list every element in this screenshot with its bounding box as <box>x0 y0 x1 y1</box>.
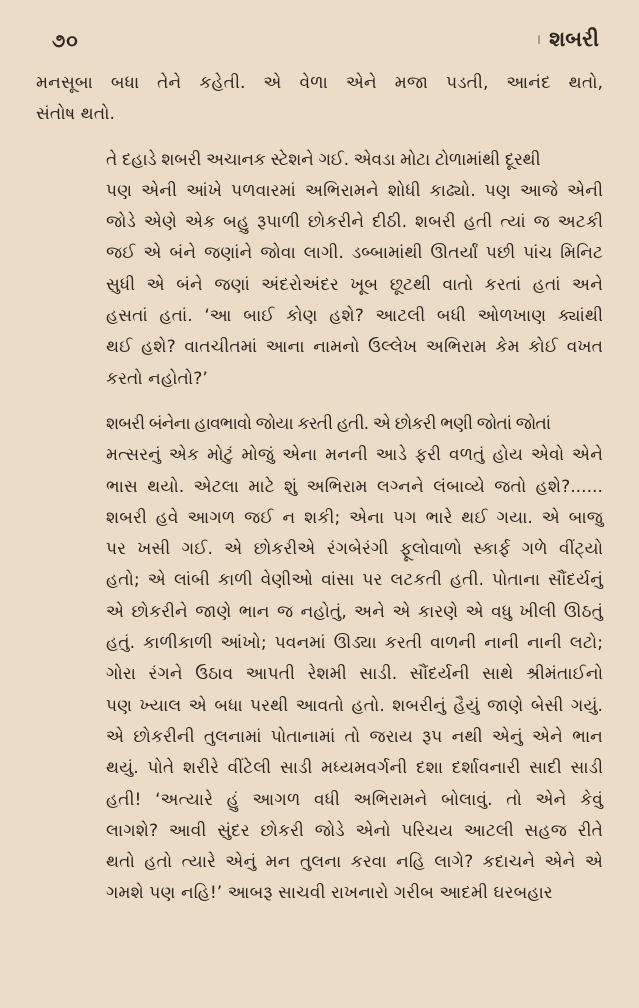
text-line: શબરી હવે આગળ જઈ ન શકી; એના પગ ભારે થઈ ગયા. એ બાજુ <box>106 507 603 528</box>
text-line: હતું. કાળીકાળી આંખો; પવનમાં ઊડ્યા કરતી વાળની નાની નાની લટો; <box>106 633 603 654</box>
text-line: ગોરા રંગને ઉઠાવ આપતી રેશમી સાડી. સૌંદર્યની સાથે શ્રીમંતાઈનો <box>106 664 603 685</box>
text-line: સુધી એ બંને જણાં અંદરોઅંદર ખૂબ છૂટથી વાતો કરતાં હતાં અને <box>106 274 603 295</box>
running-title <box>536 27 599 52</box>
text-line: મનસૂબા બધા તેને કહેતી. એ વેળા એને મજા પડતી, આનંદ થતો, <box>36 73 603 93</box>
page-header <box>36 24 603 64</box>
text-line: થતો હતો ત્યારે એનું મન તુલના કરવા નહિ લાગે? કદાચને એને એ <box>106 852 603 873</box>
text-line: કરતો નહોતો?’ <box>106 368 208 389</box>
text-line: પણ એની આંખે પળવારમાં અભિરામને શોધી કાઢ્યો. પણ આજે એની <box>106 180 603 201</box>
text-line: હસતાં હતાં. ‘આ બાઈ કોણ હશે? આટલી બધી ઓળખાણ ક્યાંથી <box>106 306 603 327</box>
paragraph <box>36 409 603 910</box>
text-line: હતી! ‘અત્યારે હું આગળ વધી અભિરામને બોલાવું. તો એને કેવું <box>106 789 603 810</box>
text-line: પણ ખ્યાલ એ બધા પરથી આવતો હતો. શબરીનું હૈયું જાણે બેસી ગયું. <box>106 695 603 716</box>
running-title-text: શબરી <box>549 27 599 51</box>
text-line: જઈ એ બંને જણાંને જોવા લાગી. ડબ્બામાંથી ઊતર્યાં પછી પાંચ મિનિટ <box>106 243 603 264</box>
text-line: તે દહાડે શબરી અચાનક સ્ટેશને ગઈ. એવડા મોટા ટોળામાંથી દૂરથી <box>106 149 541 170</box>
text-line: ગમશે પણ નહિ!’ આબરૂ સાચવી રાખનારો ગરીબ આદમી ઘરબહાર <box>106 883 553 904</box>
text-line: જોડે એણે એક બહુ રૂપાળી છોકરીને દીઠી. શબરી હતી ત્યાં જ અટકી <box>106 212 603 233</box>
text-line: એ છોકરીની તુલનામાં પોતાનામાં તો જરાય રૂપ નથી એનું એને ભાન <box>106 726 603 747</box>
text-line: શબરી બંનેના હાવભાવો જોયા કરતી હતી. એ છોકરી ભણી જોતાં જોતાં <box>106 413 551 434</box>
text-line: થઈ હશે? વાતચીતમાં આના નામનો ઉલ્લેખ અભિરામ કેમ કોઈ વખત <box>106 337 603 358</box>
text-line: મત્સરનું એક મોટું મોજું એના મનની આડે ફરી વળતું હોય એવો એને <box>106 445 603 466</box>
page-number: ૭૦ <box>52 30 79 52</box>
text-line: સંતોષ થતો. <box>36 104 116 125</box>
text-line: પર ખસી ગઈ. એ છોકરીએ રંગબેરંગી ફૂલોવાળો સ્કાર્ફ ગળે વીંટ્યો <box>106 539 603 560</box>
text-line: હતો; એ લાંબી કાળી વેણીઓ વાંસા પર લટકતી હતી. પોતાના સૌંદર્યનું <box>106 570 603 591</box>
text-line: થયું. પોતે શરીરે વીંટેલી સાડી મધ્યમવર્ગની દશા દર્શાવનારી સાદી સાડી <box>106 758 603 779</box>
paragraph <box>36 68 603 131</box>
text-line: ભાસ થયો. એટલા માટે શું અભિરામ લગ્નને લંબાવ્યે જતો હશે?...... <box>106 476 603 497</box>
paragraph <box>36 145 603 395</box>
text-line: એ છોકરીને જાણે ભાન જ નહોતું, અને એ કારણે એ વધુ ખીલી ઊઠતું <box>106 601 603 622</box>
text-line: લાગશે? આવી સુંદર છોકરી જોડે એનો પરિચય આટલી સહજ રીતે <box>106 820 603 841</box>
body-text <box>36 68 603 910</box>
header-separator: । <box>535 32 542 48</box>
